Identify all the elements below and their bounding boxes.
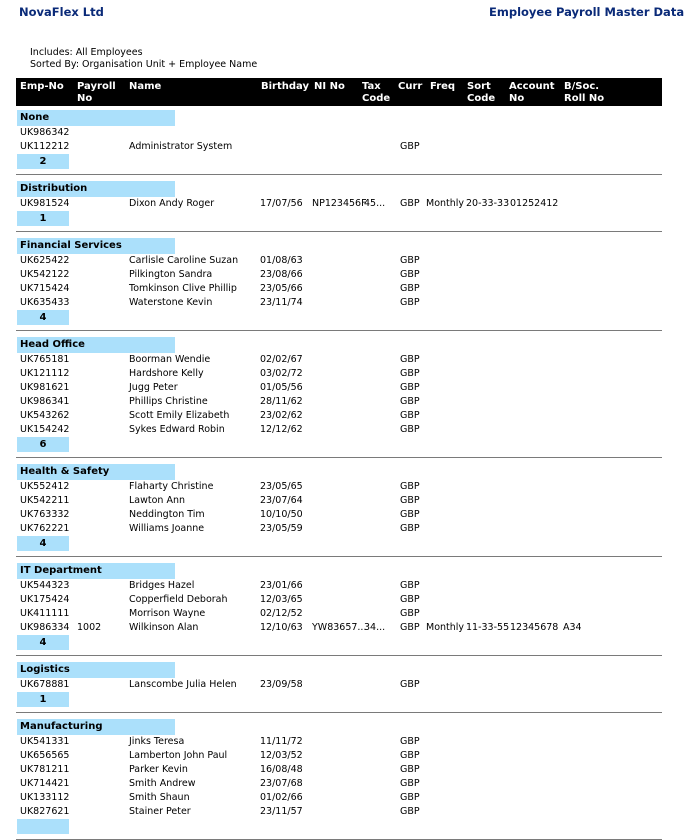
emp-no-cell: UK762221 <box>20 523 70 534</box>
group-count-badge: 1 <box>17 211 69 226</box>
employee-row <box>0 735 662 749</box>
employee-name-cell: Williams Joanne <box>129 523 205 534</box>
group-header: IT Department <box>17 563 175 579</box>
employee-name-cell: Smith Shaun <box>129 792 190 803</box>
birthday-cell: 12/03/65 <box>260 594 303 605</box>
col-account-no <box>509 81 554 105</box>
col-emp-no: Emp-No <box>20 81 64 92</box>
col-payroll-no <box>77 81 116 105</box>
emp-no-cell: UK635433 <box>20 297 70 308</box>
employee-name-cell: Bridges Hazel <box>129 580 195 591</box>
frequency-cell: Monthly <box>426 622 465 633</box>
employee-row <box>0 296 662 310</box>
employee-row <box>0 791 662 805</box>
birthday-cell: 23/07/64 <box>260 495 303 506</box>
emp-no-cell: UK175424 <box>20 594 70 605</box>
currency-cell: GBP <box>400 806 420 817</box>
bsoc-roll-no-cell: A34 <box>563 622 582 633</box>
employee-name-cell: Stainer Peter <box>129 806 191 817</box>
sort-code-cell: 20-33-33 <box>466 198 510 209</box>
employee-row <box>0 763 662 777</box>
emp-no-cell: UK544323 <box>20 580 70 591</box>
employee-name-cell: Parker Kevin <box>129 764 188 775</box>
birthday-cell: 01/08/63 <box>260 255 303 266</box>
emp-no-cell: UK625422 <box>20 255 70 266</box>
currency-cell: GBP <box>400 198 420 209</box>
tax-code-cell: 34... <box>364 622 386 633</box>
birthday-cell: 03/02/72 <box>260 368 303 379</box>
currency-cell: GBP <box>400 424 420 435</box>
group-divider <box>16 174 662 175</box>
employee-name-cell: Copperfield Deborah <box>129 594 228 605</box>
report-filters <box>30 47 257 71</box>
emp-no-cell: UK781211 <box>20 764 70 775</box>
employee-name-cell: Lanscombe Julia Helen <box>129 679 237 690</box>
ni-no-cell: YW83657... <box>312 622 367 633</box>
currency-cell: GBP <box>400 580 420 591</box>
group-count-badge: 6 <box>17 437 69 452</box>
emp-no-cell: UK656565 <box>20 750 70 761</box>
emp-no-cell: UK765181 <box>20 354 70 365</box>
group-header: Distribution <box>17 181 175 197</box>
employee-row <box>0 197 662 211</box>
employee-row <box>0 282 662 296</box>
birthday-cell: 02/02/67 <box>260 354 303 365</box>
employee-name-cell: Phillips Christine <box>129 396 208 407</box>
employee-row <box>0 593 662 607</box>
col-sort-code-line1: Sort <box>467 81 491 92</box>
col-sort-code-line2: Code <box>467 93 496 104</box>
employee-name-cell: Pilkington Sandra <box>129 269 213 280</box>
employee-name-cell: Smith Andrew <box>129 778 196 789</box>
ni-no-cell: NP123456F <box>312 198 367 209</box>
tax-code-cell: 45... <box>364 198 386 209</box>
col-bsoc-roll-no-line1: B/Soc. <box>564 81 600 92</box>
col-tax-code-line2: Code <box>362 93 391 104</box>
currency-cell: GBP <box>400 396 420 407</box>
emp-no-cell: UK715424 <box>20 283 70 294</box>
currency-cell: GBP <box>400 523 420 534</box>
account-no-cell: 12345678 <box>510 622 559 633</box>
col-curr: Curr <box>398 81 423 92</box>
employee-row <box>0 621 662 635</box>
birthday-cell: 23/05/59 <box>260 523 303 534</box>
birthday-cell: 23/11/57 <box>260 806 303 817</box>
employee-name-cell: Scott Emily Elizabeth <box>129 410 230 421</box>
emp-no-cell: UK552412 <box>20 481 70 492</box>
col-payroll-no-line1: Payroll <box>77 81 116 92</box>
group-header: Health & Safety <box>17 464 175 480</box>
employee-row <box>0 494 662 508</box>
employee-name-cell: Lawton Ann <box>129 495 186 506</box>
currency-cell: GBP <box>400 269 420 280</box>
employee-row <box>0 678 662 692</box>
birthday-cell: 12/12/62 <box>260 424 303 435</box>
birthday-cell: 28/11/62 <box>260 396 303 407</box>
birthday-cell: 12/03/52 <box>260 750 303 761</box>
employee-row <box>0 423 662 437</box>
birthday-cell: 11/11/72 <box>260 736 303 747</box>
report-title: Employee Payroll Master Data <box>489 5 684 19</box>
sorted-by-text: Sorted By: Organisation Unit + Employee Name <box>30 59 258 70</box>
currency-cell: GBP <box>400 297 420 308</box>
currency-cell: GBP <box>400 354 420 365</box>
employee-name-cell: Wilkinson Alan <box>129 622 199 633</box>
emp-no-cell: UK154242 <box>20 424 70 435</box>
employee-row <box>0 409 662 423</box>
group-header: Head Office <box>17 337 175 353</box>
emp-no-cell: UK542211 <box>20 495 70 506</box>
group-divider <box>16 556 662 557</box>
currency-cell: GBP <box>400 495 420 506</box>
col-tax-code <box>362 81 390 105</box>
employee-row <box>0 395 662 409</box>
group-count-badge: 2 <box>17 154 69 169</box>
emp-no-cell: UK981621 <box>20 382 70 393</box>
col-bsoc-roll-no <box>564 81 604 105</box>
col-freq: Freq <box>430 81 456 92</box>
birthday-cell: 23/09/58 <box>260 679 303 690</box>
group-divider <box>16 712 662 713</box>
col-payroll-no-line2: No <box>77 93 93 104</box>
sort-code-cell: 11-33-55 <box>466 622 510 633</box>
emp-no-cell: UK827621 <box>20 806 70 817</box>
currency-cell: GBP <box>400 736 420 747</box>
birthday-cell: 12/10/63 <box>260 622 303 633</box>
frequency-cell: Monthly <box>426 198 465 209</box>
company-name: NovaFlex Ltd <box>19 5 104 19</box>
employee-name-cell: Jugg Peter <box>129 382 178 393</box>
column-header-bar <box>16 78 662 106</box>
includes-text: Includes: All Employees <box>30 47 143 58</box>
birthday-cell: 23/08/66 <box>260 269 303 280</box>
currency-cell: GBP <box>400 255 420 266</box>
currency-cell: GBP <box>400 778 420 789</box>
employee-name-cell: Hardshore Kelly <box>129 368 204 379</box>
group-header: None <box>17 110 175 126</box>
col-account-no-line2: No <box>509 93 525 104</box>
employee-name-cell: Sykes Edward Robin <box>129 424 225 435</box>
employee-row <box>0 254 662 268</box>
col-sort-code <box>467 81 495 105</box>
employee-row <box>0 508 662 522</box>
group-divider <box>16 457 662 458</box>
employee-name-cell: Administrator System <box>129 141 233 152</box>
employee-name-cell: Morrison Wayne <box>129 608 206 619</box>
group-count-badge: 4 <box>17 635 69 650</box>
birthday-cell: 23/01/66 <box>260 580 303 591</box>
currency-cell: GBP <box>400 608 420 619</box>
group-header: Logistics <box>17 662 175 678</box>
emp-no-cell: UK714421 <box>20 778 70 789</box>
birthday-cell: 23/05/65 <box>260 481 303 492</box>
group-count-badge: 1 <box>17 692 69 707</box>
birthday-cell: 01/02/66 <box>260 792 303 803</box>
emp-no-cell: UK986341 <box>20 396 70 407</box>
birthday-cell: 01/05/56 <box>260 382 303 393</box>
col-tax-code-line1: Tax <box>362 81 381 92</box>
employee-row <box>0 140 662 154</box>
employee-name-cell: Tomkinson Clive Phillip <box>129 283 237 294</box>
currency-cell: GBP <box>400 481 420 492</box>
birthday-cell: 23/11/74 <box>260 297 303 308</box>
emp-no-cell: UK981524 <box>20 198 70 209</box>
birthday-cell: 02/12/52 <box>260 608 303 619</box>
group-count-badge <box>17 819 69 834</box>
currency-cell: GBP <box>400 679 420 690</box>
col-account-no-line1: Account <box>509 81 555 92</box>
employee-name-cell: Boorman Wendie <box>129 354 211 365</box>
employee-row <box>0 126 662 140</box>
employee-row <box>0 805 662 819</box>
employee-name-cell: Neddington Tim <box>129 509 205 520</box>
employee-row <box>0 777 662 791</box>
birthday-cell: 17/07/56 <box>260 198 303 209</box>
emp-no-cell: UK541331 <box>20 736 70 747</box>
emp-no-cell: UK986334 <box>20 622 70 633</box>
employee-row <box>0 480 662 494</box>
currency-cell: GBP <box>400 368 420 379</box>
emp-no-cell: UK543262 <box>20 410 70 421</box>
employee-row <box>0 367 662 381</box>
currency-cell: GBP <box>400 594 420 605</box>
group-count-badge: 4 <box>17 536 69 551</box>
currency-cell: GBP <box>400 141 420 152</box>
employee-row <box>0 607 662 621</box>
employee-row <box>0 353 662 367</box>
emp-no-cell: UK411111 <box>20 608 70 619</box>
employee-row <box>0 268 662 282</box>
birthday-cell: 23/02/62 <box>260 410 303 421</box>
employee-row <box>0 522 662 536</box>
col-ni-no: NI No <box>314 81 345 92</box>
birthday-cell: 23/07/68 <box>260 778 303 789</box>
emp-no-cell: UK678881 <box>20 679 70 690</box>
employee-row <box>0 579 662 593</box>
employee-name-cell: Dixon Andy Roger <box>129 198 215 209</box>
currency-cell: GBP <box>400 764 420 775</box>
employee-name-cell: Flaharty Christine <box>129 481 214 492</box>
employee-name-cell: Lamberton John Paul <box>129 750 228 761</box>
employee-row <box>0 381 662 395</box>
group-divider <box>16 655 662 656</box>
birthday-cell: 16/08/48 <box>260 764 303 775</box>
currency-cell: GBP <box>400 509 420 520</box>
currency-cell: GBP <box>400 382 420 393</box>
currency-cell: GBP <box>400 750 420 761</box>
currency-cell: GBP <box>400 622 420 633</box>
employee-row <box>0 749 662 763</box>
account-no-cell: 01252412 <box>510 198 559 209</box>
currency-cell: GBP <box>400 283 420 294</box>
currency-cell: GBP <box>400 792 420 803</box>
col-bsoc-roll-no-line2: Roll No <box>564 93 605 104</box>
group-count-badge: 4 <box>17 310 69 325</box>
group-header: Financial Services <box>17 238 175 254</box>
employee-name-cell: Carlisle Caroline Suzan <box>129 255 239 266</box>
emp-no-cell: UK986342 <box>20 127 70 138</box>
birthday-cell: 10/10/50 <box>260 509 303 520</box>
col-birthday: Birthday <box>261 81 309 92</box>
currency-cell: GBP <box>400 410 420 421</box>
payroll-no-cell: 1002 <box>77 622 102 633</box>
employee-name-cell: Jinks Teresa <box>129 736 185 747</box>
employee-name-cell: Waterstone Kevin <box>129 297 213 308</box>
emp-no-cell: UK763332 <box>20 509 70 520</box>
col-name: Name <box>129 81 162 92</box>
emp-no-cell: UK112212 <box>20 141 70 152</box>
group-header: Manufacturing <box>17 719 175 735</box>
group-divider <box>16 231 662 232</box>
emp-no-cell: UK133112 <box>20 792 70 803</box>
group-divider <box>16 330 662 331</box>
emp-no-cell: UK121112 <box>20 368 70 379</box>
birthday-cell: 23/05/66 <box>260 283 303 294</box>
emp-no-cell: UK542122 <box>20 269 70 280</box>
